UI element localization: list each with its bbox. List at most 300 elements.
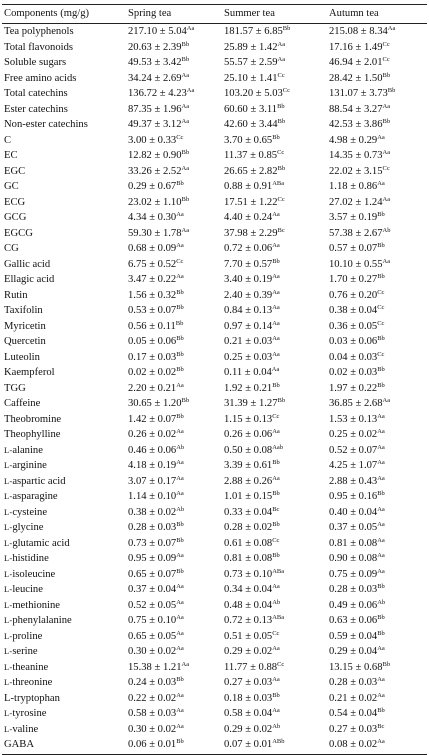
mean-sd: 13.15 ± 0.68 <box>329 661 383 673</box>
spring-tea-value <box>126 24 222 40</box>
summer-tea-value <box>222 350 327 366</box>
mean-sd: 0.11 ± 0.04 <box>224 367 272 378</box>
mean-sd: 1.92 ± 0.21 <box>224 382 273 394</box>
component-name <box>2 582 126 598</box>
table-row <box>2 133 427 149</box>
significance-letters: Aa <box>377 180 385 187</box>
significance-letters: Bb <box>377 381 385 389</box>
significance-letters: Cc <box>272 412 280 420</box>
mean-sd: 0.28 ± 0.03 <box>128 522 177 533</box>
mean-sd: 2.40 ± 0.39 <box>224 289 273 301</box>
significance-letters: Bb <box>377 335 385 342</box>
component-name <box>2 644 126 660</box>
component-label: serine <box>12 646 38 657</box>
mean-sd: 0.95 ± 0.09 <box>128 553 177 564</box>
component-label: tyrosine <box>12 708 47 719</box>
significance-letters: Aa <box>377 536 385 544</box>
summer-tea-value <box>222 319 327 335</box>
significance-letters: Aa <box>181 118 190 125</box>
isomer-prefix: L- <box>4 616 13 625</box>
mean-sd: 3.07 ± 0.17 <box>128 475 177 487</box>
significance-letters: Cc <box>277 195 285 203</box>
table-row <box>2 675 427 691</box>
spring-tea-value <box>126 660 222 676</box>
autumn-tea-value <box>327 303 427 319</box>
significance-letters: Bb <box>181 149 190 156</box>
component-label: Ellagic acid <box>4 274 55 285</box>
autumn-tea-value <box>327 660 427 676</box>
spring-tea-value <box>126 164 222 180</box>
component-name <box>2 164 126 180</box>
mean-sd: 0.02 ± 0.03 <box>329 367 378 378</box>
significance-letters: Cc <box>377 288 385 296</box>
table-row <box>2 536 427 552</box>
mean-sd: 4.25 ± 1.07 <box>329 460 378 471</box>
table-row <box>2 381 427 397</box>
component-label: TGG <box>4 382 26 394</box>
significance-letters: Aab <box>272 443 284 451</box>
isomer-prefix: L- <box>4 724 13 734</box>
mean-sd: 3.57 ± 0.19 <box>329 212 378 223</box>
spring-tea-value <box>126 257 222 273</box>
mean-sd: 0.95 ± 0.16 <box>329 491 378 502</box>
significance-letters: Aa <box>377 521 385 528</box>
mean-sd: 4.98 ± 0.29 <box>329 134 378 146</box>
table-row <box>2 226 427 242</box>
autumn-tea-value <box>327 272 427 288</box>
mean-sd: 11.77 ± 0.88 <box>224 661 278 673</box>
significance-letters: Aa <box>377 738 385 745</box>
spring-tea-value <box>126 86 222 102</box>
table-row <box>2 86 427 102</box>
component-label: histidine <box>12 553 49 564</box>
header-spring-tea: Spring tea <box>126 5 222 24</box>
mean-sd: 0.05 ± 0.06 <box>128 336 177 347</box>
table-row <box>2 660 427 676</box>
summer-tea-value <box>222 551 327 567</box>
significance-letters: Bb <box>277 102 285 110</box>
significance-letters: Aa <box>277 40 286 48</box>
mean-sd: 0.37 ± 0.05 <box>329 522 378 533</box>
significance-letters: Aa <box>176 474 184 482</box>
mean-sd: 0.76 ± 0.20 <box>329 289 378 301</box>
component-name <box>2 613 126 629</box>
significance-letters: Bb <box>181 195 190 203</box>
autumn-tea-value <box>327 226 427 242</box>
significance-letters: Bb <box>272 552 280 559</box>
isomer-prefix: L- <box>4 476 13 486</box>
summer-tea-value <box>222 179 327 195</box>
isomer-prefix: L- <box>4 600 13 610</box>
autumn-tea-value <box>327 24 427 40</box>
mean-sd: 0.68 ± 0.09 <box>128 243 177 254</box>
component-name <box>2 117 126 133</box>
mean-sd: 0.54 ± 0.04 <box>329 708 378 719</box>
summer-tea-value <box>222 365 327 381</box>
spring-tea-value <box>126 102 222 118</box>
component-name <box>2 272 126 288</box>
mean-sd: 0.30 ± 0.02 <box>128 723 177 735</box>
table-row <box>2 303 427 319</box>
significance-letters: Aa <box>272 304 280 311</box>
significance-letters: Aa <box>271 366 280 373</box>
table-row <box>2 24 427 40</box>
component-label: Soluble sugars <box>4 57 67 68</box>
summer-tea-value <box>222 40 327 56</box>
mean-sd: 0.27 ± 0.03 <box>329 723 378 735</box>
component-label: Taxifolin <box>4 305 43 316</box>
table-row <box>2 272 427 288</box>
significance-letters: Bb <box>382 71 391 79</box>
significance-letters: Bb <box>176 738 184 745</box>
mean-sd: 60.60 ± 3.11 <box>224 103 278 115</box>
summer-tea-value <box>222 102 327 118</box>
autumn-tea-value <box>327 86 427 102</box>
spring-tea-value <box>126 55 222 71</box>
mean-sd: 0.29 ± 0.02 <box>224 723 273 735</box>
mean-sd: 0.65 ± 0.05 <box>128 630 177 642</box>
component-label: Ester catechins <box>4 103 68 115</box>
component-label: isoleucine <box>12 568 56 580</box>
spring-tea-value <box>126 567 222 583</box>
isomer-prefix: L- <box>4 461 13 470</box>
component-name <box>2 71 126 87</box>
mean-sd: 0.40 ± 0.04 <box>329 506 378 518</box>
mean-sd: 34.24 ± 2.69 <box>128 72 182 84</box>
significance-letters: Bb <box>181 40 190 48</box>
component-name <box>2 458 126 474</box>
isomer-prefix: L- <box>4 492 13 501</box>
mean-sd: 217.10 ± 5.04 <box>128 26 187 37</box>
summer-tea-value <box>222 257 327 273</box>
significance-letters: Bb <box>377 707 385 714</box>
table-row <box>2 505 427 521</box>
table-row <box>2 257 427 273</box>
significance-letters: Aa <box>176 583 184 590</box>
table-row <box>2 629 427 645</box>
mean-sd: 57.38 ± 2.67 <box>329 227 383 239</box>
significance-letters: Cc <box>272 536 280 544</box>
summer-tea-value <box>222 675 327 691</box>
mean-sd: 0.30 ± 0.02 <box>128 646 177 657</box>
mean-sd: 3.40 ± 0.19 <box>224 274 273 285</box>
significance-letters: Bc <box>272 505 280 513</box>
mean-sd: 0.28 ± 0.02 <box>224 522 273 533</box>
isomer-prefix: L- <box>4 678 13 687</box>
significance-letters: Aa <box>272 211 280 218</box>
significance-letters: Bb <box>282 25 291 32</box>
significance-letters: Bb <box>377 629 385 637</box>
autumn-tea-value <box>327 567 427 583</box>
table-row <box>2 71 427 87</box>
significance-letters: Aa <box>176 707 184 714</box>
summer-tea-value <box>222 613 327 629</box>
significance-letters: Aa <box>272 273 280 280</box>
autumn-tea-value <box>327 536 427 552</box>
table-row <box>2 334 427 350</box>
summer-tea-value <box>222 443 327 459</box>
spring-tea-value <box>126 520 222 536</box>
spring-tea-value <box>126 179 222 195</box>
mean-sd: 0.49 ± 0.06 <box>329 599 378 611</box>
component-label: asparagine <box>12 491 58 502</box>
component-name <box>2 443 126 459</box>
spring-tea-value <box>126 350 222 366</box>
significance-letters: Bb <box>272 257 280 265</box>
spring-tea-value <box>126 195 222 211</box>
significance-letters: Bb <box>176 304 184 311</box>
isomer-prefix: L- <box>4 709 13 718</box>
autumn-tea-value <box>327 117 427 133</box>
significance-letters: Aa <box>382 257 391 265</box>
component-label: valine <box>12 723 39 735</box>
summer-tea-value <box>222 226 327 242</box>
significance-letters: Bb <box>272 133 280 141</box>
spring-tea-value <box>126 288 222 304</box>
significance-letters: Bb <box>175 319 184 327</box>
spring-tea-value <box>126 675 222 691</box>
summer-tea-value <box>222 660 327 676</box>
component-label: glycine <box>12 522 44 533</box>
component-name <box>2 241 126 257</box>
summer-tea-value <box>222 567 327 583</box>
mean-sd: 0.18 ± 0.03 <box>224 692 273 704</box>
isomer-prefix: L- <box>4 523 13 532</box>
significance-letters: Aa <box>377 567 385 575</box>
mean-sd: 0.08 ± 0.02 <box>329 739 378 750</box>
mean-sd: 0.17 ± 0.03 <box>128 351 177 363</box>
mean-sd: 0.97 ± 0.14 <box>224 320 273 332</box>
mean-sd: 11.37 ± 0.85 <box>224 150 278 161</box>
spring-tea-value <box>126 582 222 598</box>
component-label: Kaempferol <box>4 367 55 378</box>
autumn-tea-value <box>327 505 427 521</box>
component-name <box>2 133 126 149</box>
mean-sd: 0.26 ± 0.02 <box>128 429 177 440</box>
component-name <box>2 722 126 738</box>
summer-tea-value <box>222 691 327 707</box>
spring-tea-value <box>126 644 222 660</box>
component-label: Free amino acids <box>4 72 77 84</box>
mean-sd: 103.20 ± 5.03 <box>224 88 283 99</box>
significance-letters: Bb <box>387 87 396 94</box>
components-table <box>2 4 427 755</box>
table-row <box>2 55 427 71</box>
mean-sd: 49.53 ± 3.42 <box>128 57 182 68</box>
header-autumn-tea: Autumn tea <box>327 5 427 24</box>
significance-letters: Bb <box>272 691 280 699</box>
component-label: aspartic acid <box>12 475 66 487</box>
mean-sd: 0.38 ± 0.04 <box>329 305 378 316</box>
significance-letters: Aa <box>186 87 195 94</box>
mean-sd: 0.51 ± 0.05 <box>224 630 273 642</box>
significance-letters: Aa <box>272 242 280 249</box>
significance-letters: Aa <box>176 614 184 621</box>
mean-sd: 0.34 ± 0.04 <box>224 584 273 595</box>
spring-tea-value <box>126 334 222 350</box>
component-name <box>2 226 126 242</box>
significance-letters: Bb <box>176 180 184 187</box>
table-row <box>2 582 427 598</box>
spring-tea-value <box>126 458 222 474</box>
summer-tea-value <box>222 644 327 660</box>
significance-letters: Aa <box>377 691 385 699</box>
mean-sd: 15.38 ± 1.21 <box>128 661 182 673</box>
component-label: phenylalanine <box>12 615 72 626</box>
significance-letters: Aa <box>186 25 195 32</box>
mean-sd: 0.52 ± 0.05 <box>128 599 177 611</box>
significance-letters: Aa <box>377 474 385 482</box>
component-name <box>2 427 126 443</box>
mean-sd: 3.00 ± 0.33 <box>128 134 177 146</box>
mean-sd: 0.36 ± 0.05 <box>329 320 378 332</box>
spring-tea-value <box>126 40 222 56</box>
mean-sd: 10.10 ± 0.55 <box>329 258 383 270</box>
significance-letters: Bb <box>176 366 184 373</box>
significance-letters: Aa <box>377 676 385 683</box>
significance-letters: Aa <box>387 25 396 32</box>
mean-sd: 4.18 ± 0.19 <box>128 460 177 471</box>
component-name <box>2 396 126 412</box>
significance-letters: Cc <box>382 164 390 172</box>
autumn-tea-value <box>327 629 427 645</box>
significance-letters: Aa <box>382 149 391 156</box>
mean-sd: 0.53 ± 0.07 <box>128 305 177 316</box>
significance-letters: Bb <box>272 459 280 466</box>
isomer-prefix: L- <box>4 647 13 656</box>
spring-tea-value <box>126 226 222 242</box>
component-label: Theophylline <box>4 429 61 440</box>
spring-tea-value <box>126 691 222 707</box>
significance-letters: Bb <box>181 56 190 63</box>
component-name <box>2 629 126 645</box>
mean-sd: 2.88 ± 0.43 <box>329 475 378 487</box>
table-row <box>2 288 427 304</box>
table-row <box>2 691 427 707</box>
mean-sd: 0.25 ± 0.03 <box>224 351 273 363</box>
significance-letters: Aa <box>181 226 190 234</box>
spring-tea-value <box>126 613 222 629</box>
isomer-prefix: L- <box>4 445 13 455</box>
mean-sd: 30.65 ± 1.20 <box>128 398 182 409</box>
mean-sd: 3.47 ± 0.22 <box>128 274 177 285</box>
autumn-tea-value <box>327 40 427 56</box>
component-label: Non-ester catechins <box>4 119 88 130</box>
significance-letters: Cc <box>277 149 285 156</box>
mean-sd: 0.73 ± 0.07 <box>128 537 177 549</box>
significance-letters: Aa <box>377 133 385 141</box>
summer-tea-value <box>222 148 327 164</box>
significance-letters: Aa <box>377 505 385 513</box>
autumn-tea-value <box>327 381 427 397</box>
significance-letters: Bb <box>272 381 280 389</box>
header-components: Components (mg/g) <box>2 5 126 24</box>
autumn-tea-value <box>327 427 427 443</box>
significance-letters: Ab <box>382 226 391 234</box>
significance-letters: Aa <box>176 273 184 280</box>
significance-letters: Aa <box>176 629 184 637</box>
significance-letters: Cc <box>272 629 280 637</box>
component-name <box>2 210 126 226</box>
component-name <box>2 195 126 211</box>
mean-sd: 0.04 ± 0.03 <box>329 351 378 363</box>
spring-tea-value <box>126 365 222 381</box>
autumn-tea-value <box>327 365 427 381</box>
mean-sd: 0.73 ± 0.10 <box>224 568 273 580</box>
component-name <box>2 536 126 552</box>
summer-tea-value <box>222 629 327 645</box>
significance-letters: Aa <box>272 319 280 327</box>
component-label: leucine <box>12 584 43 595</box>
significance-letters: Aa <box>377 645 385 652</box>
autumn-tea-value <box>327 520 427 536</box>
table-row <box>2 706 427 722</box>
mean-sd: 0.63 ± 0.06 <box>329 615 378 626</box>
mean-sd: 0.38 ± 0.02 <box>128 506 177 518</box>
significance-letters: Bb <box>176 567 184 575</box>
mean-sd: 17.16 ± 1.49 <box>329 41 383 53</box>
spring-tea-value <box>126 722 222 738</box>
component-name <box>2 381 126 397</box>
significance-letters: Aa <box>181 164 190 172</box>
summer-tea-value <box>222 458 327 474</box>
component-name <box>2 660 126 676</box>
mean-sd: 6.75 ± 0.52 <box>128 258 177 270</box>
significance-letters: Cc <box>382 56 390 63</box>
mean-sd: 88.54 ± 3.27 <box>329 103 383 115</box>
mean-sd: 42.53 ± 3.86 <box>329 119 383 130</box>
component-label: Luteolin <box>4 351 40 363</box>
significance-letters: Aa <box>377 459 385 466</box>
table-row <box>2 164 427 180</box>
spring-tea-value <box>126 412 222 428</box>
component-name <box>2 365 126 381</box>
mean-sd: 1.97 ± 0.22 <box>329 382 378 394</box>
significance-letters: Aa <box>382 397 391 404</box>
autumn-tea-value <box>327 71 427 87</box>
mean-sd: 0.28 ± 0.03 <box>329 677 378 688</box>
mean-sd: 0.24 ± 0.03 <box>128 677 177 688</box>
significance-letters: Aa <box>272 645 280 652</box>
autumn-tea-value <box>327 319 427 335</box>
autumn-tea-value <box>327 288 427 304</box>
component-label: EGC <box>4 165 26 177</box>
component-name <box>2 567 126 583</box>
significance-letters: Aa <box>272 707 280 714</box>
mean-sd: 0.26 ± 0.06 <box>224 429 273 440</box>
significance-letters: Bb <box>272 490 280 497</box>
significance-letters: Bb <box>377 583 385 590</box>
significance-letters: Aa <box>176 552 184 559</box>
mean-sd: 26.65 ± 2.82 <box>224 165 278 177</box>
component-label: GABA <box>4 739 35 750</box>
component-label: Quercetin <box>4 336 46 347</box>
spring-tea-value <box>126 598 222 614</box>
mean-sd: 0.46 ± 0.06 <box>128 444 177 456</box>
summer-tea-value <box>222 582 327 598</box>
mean-sd: 17.51 ± 1.22 <box>224 196 278 208</box>
mean-sd: 0.75 ± 0.10 <box>128 615 177 626</box>
header-row <box>2 5 427 24</box>
summer-tea-value <box>222 737 327 754</box>
mean-sd: 33.26 ± 2.52 <box>128 165 182 177</box>
component-label: Caffeine <box>4 398 41 409</box>
component-name <box>2 319 126 335</box>
autumn-tea-value <box>327 164 427 180</box>
spring-tea-value <box>126 427 222 443</box>
significance-letters: Bb <box>277 118 286 125</box>
significance-letters: Cc <box>282 87 291 94</box>
